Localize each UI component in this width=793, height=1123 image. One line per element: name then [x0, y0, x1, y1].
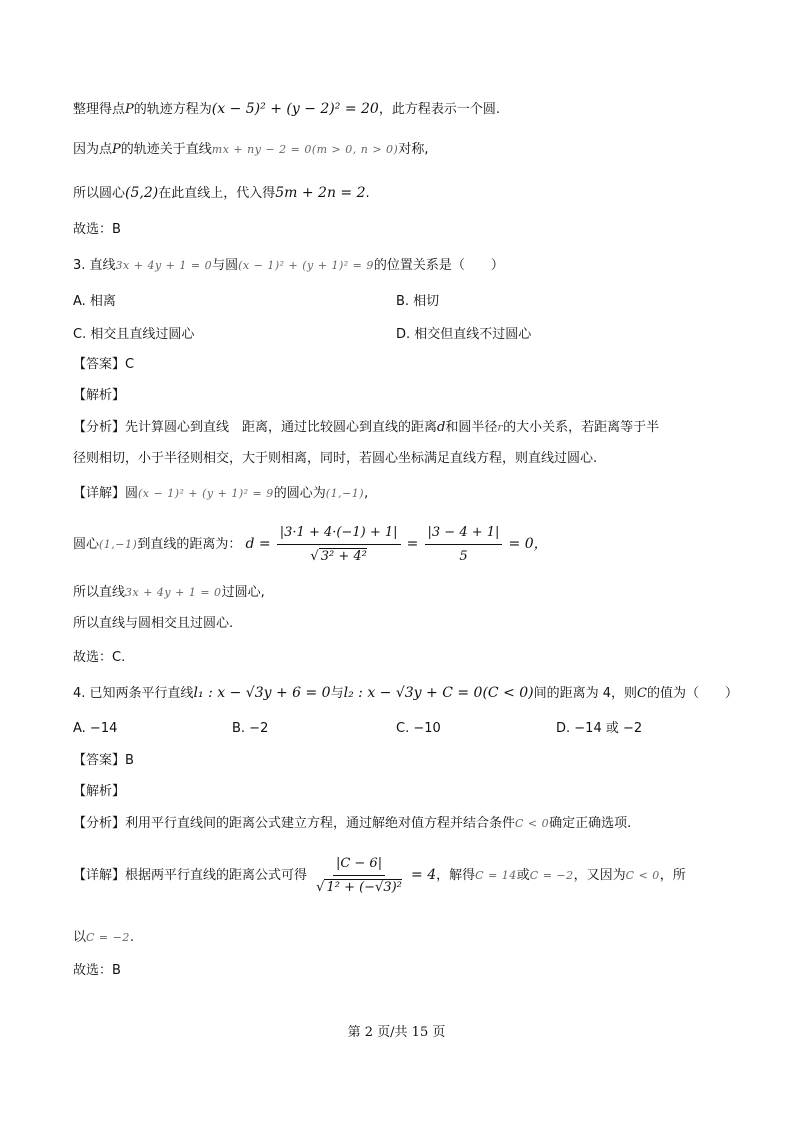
- distance-formula-fraction: [313, 854, 405, 898]
- fraction-denominator: 5: [459, 548, 468, 564]
- analysis-line-1: [73, 418, 733, 438]
- text: 4. 已知两条平行直线: [73, 686, 194, 701]
- final-value: C = −2: [86, 931, 130, 944]
- text: 过圆心,: [221, 585, 265, 600]
- fraction-numerator: |3 − 4 + 1|: [425, 523, 503, 545]
- radicand: 1² + (−√3)²: [326, 879, 402, 895]
- detail-line-2: [73, 928, 733, 948]
- text: 到直线的距离为：: [137, 537, 242, 552]
- text: 所以直线: [73, 585, 126, 600]
- solution-1: C = 14: [475, 869, 517, 882]
- text: ，此方程表示一个圆.: [378, 102, 500, 117]
- text: 整理得点: [73, 102, 126, 117]
- solution-2: C = −2: [529, 869, 574, 882]
- text: 【分析】利用平行直线间的距离公式建立方程，通过解绝对值方程并结合条件: [73, 816, 516, 831]
- option-b: B. 相切: [396, 294, 440, 309]
- fraction-numerator: |C − 6|: [333, 854, 385, 876]
- line-symmetry: [73, 140, 733, 160]
- condition: C < 0: [515, 817, 550, 830]
- option-d: D. −14 或 −2: [556, 721, 643, 736]
- conclusion-line-2: 所以直线与圆相交且过圆心.: [73, 616, 234, 631]
- analysis-line-2: 径则相切，小于半径则相交，大于则相离，同时，若圆心坐标满足直线方程，则直线过圆心.: [73, 451, 598, 466]
- text: 【分析】先计算圆心到直线 距离，通过比较圆心到直线的距离: [73, 420, 438, 435]
- option-d: D. 相交但直线不过圆心: [396, 327, 532, 342]
- option-a: A. −14: [73, 721, 118, 736]
- text: .: [365, 186, 370, 201]
- answer-choice-line: 故选：C.: [73, 650, 126, 665]
- text: 的值为（ ）: [647, 686, 739, 701]
- radicand: 3² + 4²: [320, 548, 367, 564]
- question-3-stem: [73, 256, 733, 276]
- text: 或: [516, 868, 530, 883]
- circle-equation: (x − 1)² + (y + 1)² = 9: [138, 487, 274, 500]
- center-coordinates: (1,−1): [325, 487, 365, 500]
- condition: C < 0: [625, 869, 660, 882]
- detail-line-1: [73, 484, 733, 504]
- text: 的轨迹关于直线: [120, 142, 212, 157]
- analysis-label: 【解析】: [73, 388, 126, 403]
- distance-symbol: d =: [245, 536, 271, 552]
- point-p: P: [112, 142, 121, 157]
- answer-choice-line: 故选：B: [73, 222, 121, 237]
- line-equation: mx + ny − 2 = 0(m > 0, n > 0): [211, 143, 399, 156]
- radius-symbol: r: [497, 421, 504, 434]
- text: ，又因为: [573, 868, 626, 883]
- text: ，解得: [436, 868, 476, 883]
- text: 的圆心为: [273, 486, 326, 501]
- distance-symbol: d: [437, 420, 446, 435]
- text: 与: [330, 686, 344, 701]
- line-center-substitute: [73, 183, 733, 204]
- distance-fraction-1: [277, 523, 401, 567]
- text: .: [129, 930, 134, 945]
- circle-equation: (x − 5)² + (y − 2)² = 20: [211, 101, 379, 117]
- fraction-denominator: √ 1² + (−√3)²: [316, 879, 402, 895]
- line-equation: 3x + 4y + 1 = 0: [115, 259, 213, 272]
- analysis-label: 【解析】: [73, 784, 126, 799]
- text: 的位置关系是（ ）: [373, 258, 504, 273]
- option-c: C. 相交且直线过圆心: [73, 327, 195, 342]
- text: 在此直线上，代入得: [158, 186, 276, 201]
- detail-line-1: [73, 846, 733, 908]
- question-4-stem: [73, 683, 739, 704]
- line-equation: 3x + 4y + 1 = 0: [125, 586, 222, 599]
- text: 的轨迹方程为: [133, 102, 212, 117]
- text: 和圆半径: [445, 420, 498, 435]
- circle-equation: (x − 1)² + (y + 1)² = 9: [238, 259, 374, 272]
- option-a: A. 相离: [73, 294, 116, 309]
- point-p: P: [125, 102, 134, 117]
- page-footer: 第 2 页/共 15 页: [347, 1025, 446, 1040]
- text: 以: [73, 930, 87, 945]
- result: = 0，: [508, 536, 548, 552]
- variable-c: C: [637, 686, 647, 701]
- text: 【详解】根据两平行直线的距离公式可得: [73, 868, 308, 883]
- option-b: B. −2: [232, 721, 269, 736]
- fraction-denominator: √ 3² + 4²: [310, 548, 367, 564]
- text: 间的距离为 4，则: [533, 686, 638, 701]
- equation-result: = 4: [411, 867, 437, 883]
- center-coordinates: (1,−1): [99, 538, 138, 551]
- text: 确定正确选项.: [549, 816, 632, 831]
- center-coordinates: (5,2): [125, 185, 159, 201]
- text: 圆心: [73, 537, 100, 552]
- line-l2-equation: l₂ : x − √3y + C = 0(C < 0): [343, 685, 534, 701]
- text: 与圆: [212, 258, 239, 273]
- text: 3. 直线: [73, 258, 116, 273]
- line-trajectory-equation: [73, 99, 733, 120]
- equals-sign: =: [406, 536, 419, 552]
- text: 因为点: [73, 142, 113, 157]
- text: 【详解】圆: [73, 486, 139, 501]
- option-c: C. −10: [396, 721, 441, 736]
- text: ，所: [659, 868, 686, 883]
- fraction-numerator: |3·1 + 4·(−1) + 1|: [277, 523, 401, 545]
- answer-label: 【答案】C: [73, 357, 135, 372]
- text: ,: [364, 486, 369, 501]
- substituted-equation: 5m + 2n = 2: [275, 185, 366, 201]
- answer-choice-line: 故选：B: [73, 963, 121, 978]
- text: 对称,: [398, 142, 429, 157]
- answer-label: 【答案】B: [73, 753, 134, 768]
- distance-calculation: [73, 520, 733, 572]
- analysis-line: [73, 814, 733, 834]
- line-l1-equation: l₁ : x − √3y + 6 = 0: [193, 685, 331, 701]
- distance-fraction-2: [425, 523, 503, 567]
- conclusion-line-1: [73, 583, 733, 603]
- text: 的大小关系，若距离等于半: [503, 420, 660, 435]
- text: 所以圆心: [73, 186, 126, 201]
